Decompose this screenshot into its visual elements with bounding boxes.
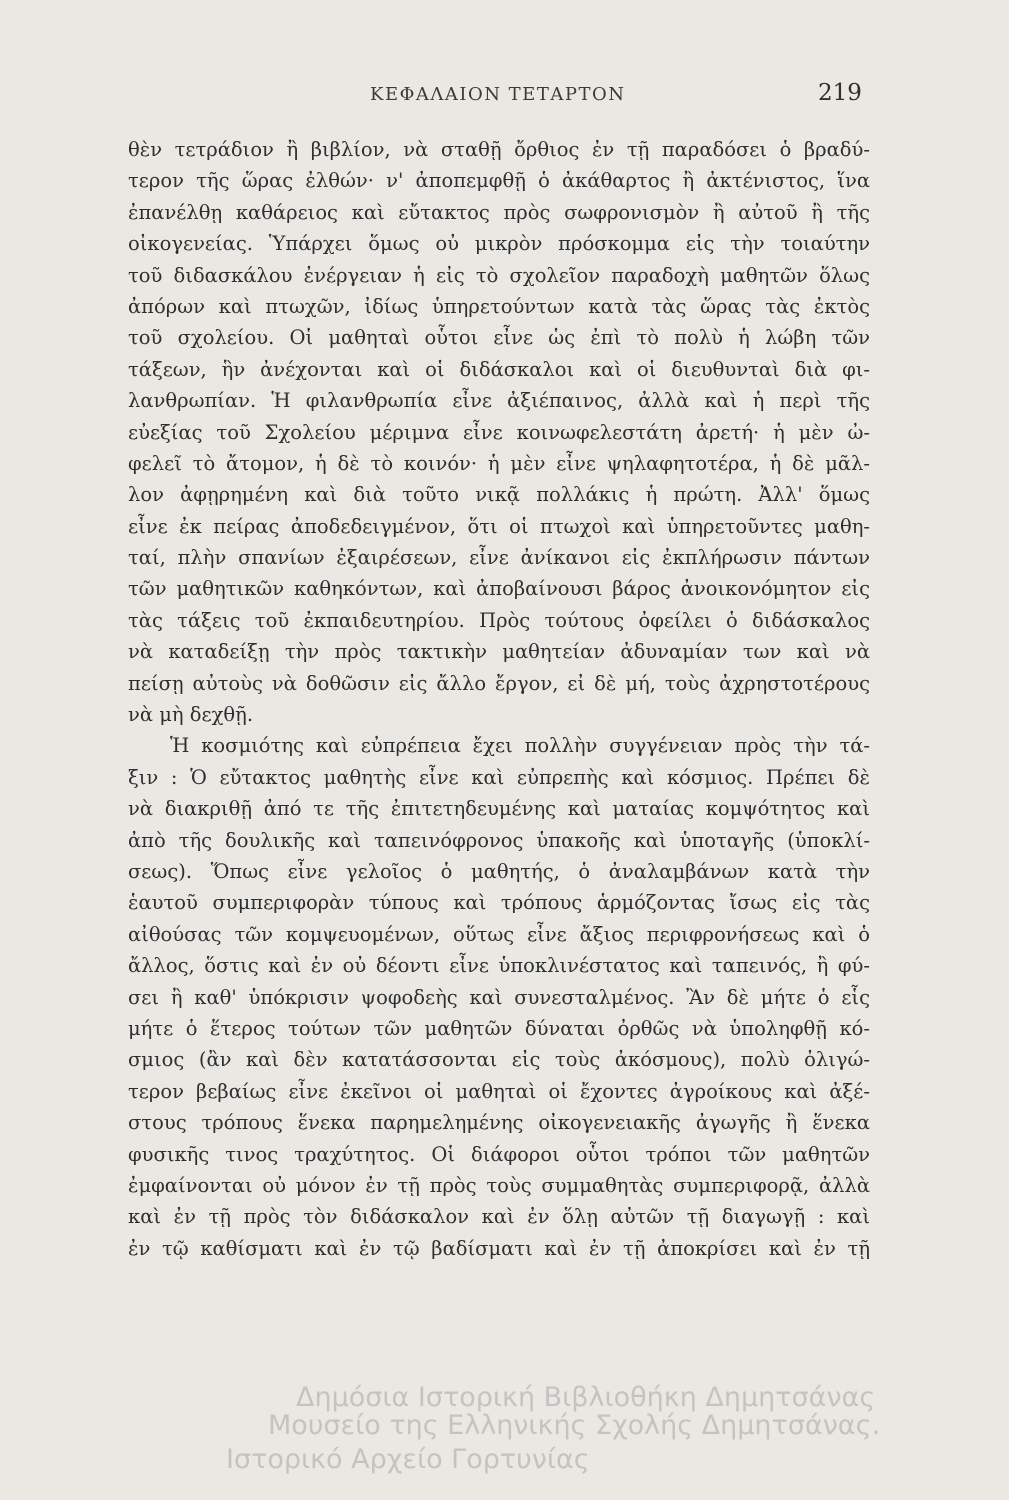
text-line: τοῦ σχολείου. Οἱ μαθηταὶ οὗτοι εἶνε ὡς ἐπὶ τὸ πολὺ ἡ λώβη τῶν — [128, 326, 870, 350]
text-line: εὐεξίας τοῦ Σχολείου μέριμνα εἶνε κοινωφελεστάτη ἀρετή· ἡ μὲν ὠ- — [128, 420, 870, 444]
text-line: Ἡ κοσμιότης καὶ εὐπρέπεια ἔχει πολλὴν συγγένειαν πρὸς τὴν τά- — [170, 734, 870, 758]
text-line: ἐπανέλθῃ καθάρειος καὶ εὔτακτος πρὸς σωφρονισμὸν ἢ αὐτοῦ ἢ τῆς — [128, 200, 870, 224]
text-line: τερον βεβαίως εἶνε ἐκεῖνοι οἱ μαθηταὶ οἱ ἔχοντες ἀγροίκους καὶ ἀξέ- — [128, 1079, 870, 1103]
text-line: τῶν μαθητικῶν καθηκόντων, καὶ ἀποβαίνουσι βάρος ἀνοικονόμητον εἰς — [128, 577, 870, 601]
text-line: ταί, πλὴν σπανίων ἐξαιρέσεων, εἶνε ἀνίκανοι εἰς ἐκπλήρωσιν πάντων — [128, 546, 870, 570]
text-line: στους τρόπους ἕνεκα παρημελημένης οἰκογενειακῆς ἀγωγῆς ἢ ἕνεκα — [128, 1111, 870, 1135]
text-line: νὰ καταδείξῃ τὴν πρὸς τακτικὴν μαθητείαν ἀδυναμίαν των καὶ νὰ — [128, 640, 870, 664]
text-line: τοῦ διδασκάλου ἐνέργειαν ἡ εἰς τὸ σχολεῖον παραδοχὴ μαθητῶν ὅλως — [128, 263, 870, 287]
text-line: σει ἢ καθ' ὑπόκρισιν ψοφοδεὴς καὶ συνεσταλμένος. Ἂν δὲ μήτε ὁ εἷς — [128, 985, 870, 1009]
text-line: σεως). Ὅπως εἶνε γελοῖος ὁ μαθητής, ὁ ἀναλαμβάνων κατὰ τὴν — [128, 859, 870, 883]
text-line: ἐν τῷ καθίσματι καὶ ἐν τῷ βαδίσματι καὶ ἐν τῇ ἀποκρίσει καὶ ἐν τῇ — [128, 1236, 870, 1260]
text-line: οἰκογενείας. Ὑπάρχει ὅμως οὐ μικρὸν πρόσκομμα εἰς τὴν τοιαύτην — [128, 232, 870, 256]
page-header — [0, 80, 1009, 114]
text-line: νὰ μὴ δεχθῇ. — [128, 703, 254, 727]
text-line: φελεῖ τὸ ἄτομον, ἡ δὲ τὸ κοινόν· ἡ μὲν εἶνε ψηλαφητοτέρα, ἡ δὲ μᾶλ- — [128, 451, 870, 475]
text-line: νὰ διακριθῇ ἀπό τε τῆς ἐπιτετηδευμένης καὶ ματαίας κομψότητος καὶ — [128, 797, 870, 821]
text-line: πείσῃ αὐτοὺς νὰ δοθῶσιν εἰς ἄλλο ἔργον, εἰ δὲ μή, τοὺς ἀχρηστοτέρους — [128, 671, 870, 695]
text-line: αἰθούσας τῶν κομψευομένων, οὕτως εἶνε ἄξιος περιφρονήσεως καὶ ὁ — [128, 922, 870, 946]
text-line: ἀπὸ τῆς δουλικῆς καὶ ταπεινόφρονος ὑπακοῆς καὶ ὑποταγῆς (ὑποκλί- — [128, 828, 870, 852]
text-line: τάξεων, ἣν ἀνέχονται καὶ οἱ διδάσκαλοι καὶ οἱ διευθυνταὶ διὰ φι- — [128, 357, 870, 381]
watermark-line: Μουσείο της Ελληνικής Σχολής Δημητσάνας. — [268, 1410, 881, 1441]
text-line: ἑαυτοῦ συμπεριφορὰν τύπους καὶ τρόπους ἁρμόζοντας ἴσως εἰς τὰς — [128, 891, 870, 915]
text-line: λον ἀφῃρημένη καὶ διὰ τοῦτο νικᾷ πολλάκις ἡ πρώτη. Ἀλλ' ὅμως — [128, 483, 870, 507]
text-line: μήτε ὁ ἕτερος τούτων τῶν μαθητῶν δύναται ὀρθῶς νὰ ὑποληφθῇ κό- — [128, 1016, 870, 1040]
text-line: λανθρωπίαν. Ἡ φιλανθρωπία εἶνε ἀξιέπαινος, ἀλλὰ καὶ ἡ περὶ τῆς — [128, 389, 870, 413]
watermark-line: Δημόσια Ιστορική Βιβλιοθήκη Δημητσάνας — [296, 1382, 876, 1413]
text-line: φυσικῆς τινος τραχύτητος. Οἱ διάφοροι οὗτοι τρόποι τῶν μαθητῶν — [128, 1142, 870, 1166]
text-line: τερον τῆς ὥρας ἐλθών· ν' ἀποπεμφθῇ ὁ ἀκάθαρτος ἢ ἀκτένιστος, ἵνα — [128, 169, 870, 193]
text-line: τὰς τάξεις τοῦ ἐκπαιδευτηρίου. Πρὸς τούτους ὀφείλει ὁ διδάσκαλος — [128, 608, 870, 632]
page-number: 219 — [818, 80, 862, 106]
text-line: ξιν : Ὁ εὔτακτος μαθητὴς εἶνε καὶ εὐπρεπὴς καὶ κόσμιος. Πρέπει δὲ — [128, 765, 870, 789]
text-line: καὶ ἐν τῇ πρὸς τὸν διδάσκαλον καὶ ἐν ὅλῃ αὐτῶν τῇ διαγωγῇ : καὶ — [128, 1205, 870, 1229]
watermark-line: Ιστορικό Αρχείο Γορτυνίας — [226, 1444, 590, 1475]
text-line: ἀπόρων καὶ πτωχῶν, ἰδίως ὑπηρετούντων κατὰ τὰς ὥρας τὰς ἐκτὸς — [128, 294, 870, 318]
text-line: εἶνε ἐκ πείρας ἀποδεδειγμένον, ὅτι οἱ πτωχοὶ καὶ ὑπηρετοῦντες μαθη- — [128, 514, 870, 538]
text-line: σμιος (ἂν καὶ δὲν κατατάσσονται εἰς τοὺς ἀκόσμους), πολὺ ὀλιγώ- — [128, 1048, 870, 1072]
text-line: ἄλλος, ὅστις καὶ ἐν οὐ δέοντι εἶνε ὑποκλινέστατος καὶ ταπεινός, ἢ φύ- — [128, 954, 870, 978]
text-line: θὲν τετράδιον ἢ βιβλίον, νὰ σταθῇ ὄρθιος ἐν τῇ παραδόσει ὁ βραδύ- — [128, 138, 870, 161]
text-line: ἐμφαίνονται οὐ μόνον ἐν τῇ πρὸς τοὺς συμμαθητὰς συμπεριφορᾷ, ἀλλὰ — [128, 1173, 870, 1197]
running-title: ΚΕΦΑΛΑΙΟΝ ΤΕΤΑΡΤΟΝ — [370, 84, 626, 105]
body-text — [128, 134, 870, 1264]
